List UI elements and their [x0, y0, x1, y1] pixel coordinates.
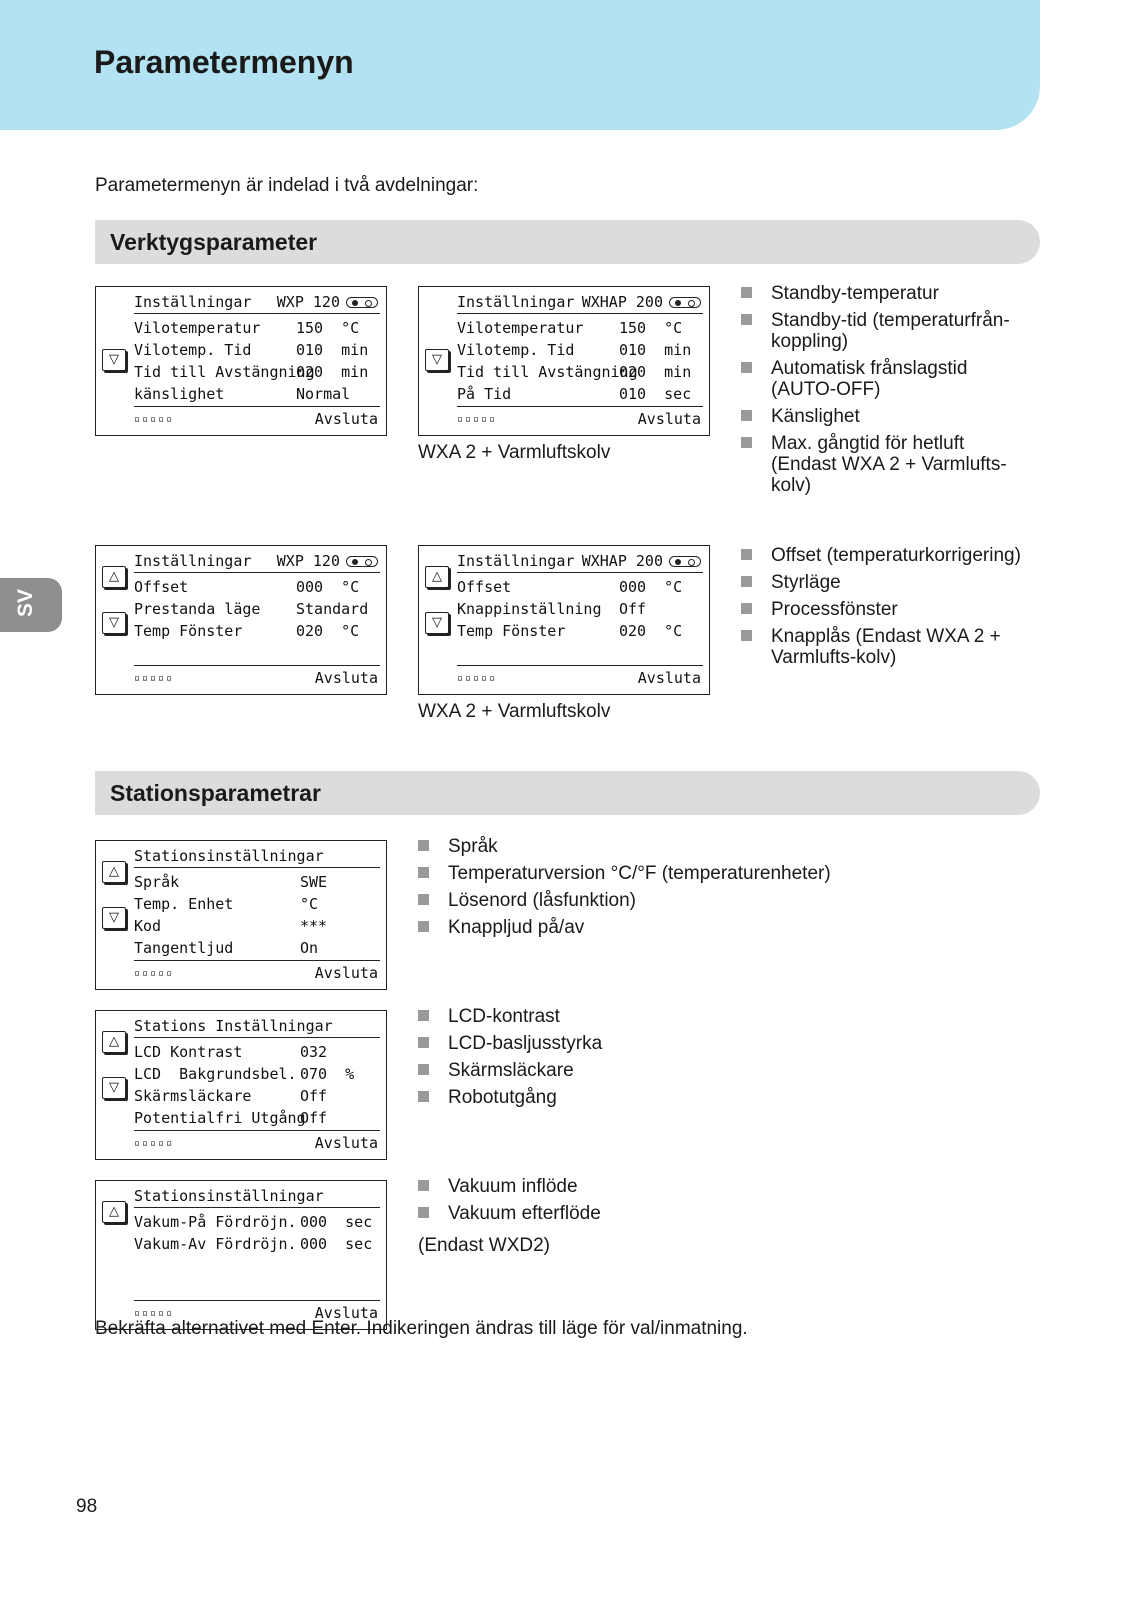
- list-item: Automatisk frånslagstid (AUTO-OFF): [741, 358, 1031, 400]
- list-item: Knappljud på/av: [418, 917, 1018, 938]
- lcd-row[interactable]: Potentialfri Utgång Off: [134, 1109, 328, 1127]
- page-indicator: ▫▫▫▫▫: [457, 414, 498, 425]
- lcd-row[interactable]: Vilotemperatur 150 °C: [457, 319, 683, 337]
- lcd-model: WXP 120: [276, 293, 340, 311]
- list-item: Robotutgång: [418, 1087, 1018, 1108]
- list-item: Vakuum inflöde: [418, 1176, 1018, 1197]
- list-item: Lösenord (låsfunktion): [418, 890, 1018, 911]
- list-item: LCD-kontrast: [418, 1006, 1018, 1027]
- exit-button[interactable]: Avsluta: [314, 964, 378, 982]
- lcd-footer: [134, 406, 380, 431]
- lcd-row[interactable]: Prestanda läge Standard: [134, 600, 369, 618]
- lcd-header: [134, 1187, 380, 1208]
- lcd-tool-settings-wxp120: [95, 286, 387, 436]
- bullet-list-station-3: [418, 1176, 1018, 1230]
- lcd-row[interactable]: Offset 000 °C: [134, 578, 360, 596]
- lcd-header: [457, 552, 703, 573]
- list-item: Språk: [418, 836, 1018, 857]
- section-station-params: [95, 771, 1040, 815]
- language-tab-label: SV: [14, 588, 37, 617]
- page-up-icon[interactable]: △: [102, 566, 126, 588]
- lcd-header: [134, 1017, 380, 1038]
- lcd-row[interactable]: känslighet Normal: [134, 385, 351, 403]
- lcd-row[interactable]: På Tid 010 sec: [457, 385, 692, 403]
- list-item: Temperaturversion °C/°F (temperaturenheter): [418, 863, 1018, 884]
- tool-toggle-icon: [669, 556, 701, 567]
- lcd-footer: [134, 1130, 380, 1155]
- exit-button[interactable]: Avsluta: [314, 1134, 378, 1152]
- page-up-icon[interactable]: △: [102, 861, 126, 883]
- lcd-row[interactable]: LCD Bakgrundsbel. 070 %: [134, 1065, 355, 1083]
- intro-text: Parametermenyn är indelad i två avdelningar:: [95, 175, 479, 196]
- page-down-icon[interactable]: ▽: [102, 612, 126, 634]
- lcd-header: [457, 293, 703, 314]
- tool-toggle-icon: [346, 556, 378, 567]
- page-down-icon[interactable]: ▽: [425, 612, 449, 634]
- lcd-station-settings-1: [95, 840, 387, 990]
- page-indicator: ▫▫▫▫▫: [134, 673, 175, 684]
- exit-button[interactable]: Avsluta: [314, 669, 378, 687]
- page-down-icon[interactable]: ▽: [102, 1077, 126, 1099]
- lcd-row[interactable]: Tid till Avstängning 020 min: [457, 363, 692, 381]
- lcd-model: WXP 120: [276, 552, 340, 570]
- lcd-row[interactable]: Vilotemp. Tid 010 min: [134, 341, 369, 359]
- lcd-row-selected[interactable]: Vakum-På Fördröjn. 000 sec: [134, 1213, 373, 1231]
- section-title: Verktygsparameter: [110, 229, 318, 255]
- page-up-icon[interactable]: △: [102, 1031, 126, 1053]
- page-up-icon[interactable]: △: [425, 566, 449, 588]
- lcd-title: Inställningar: [134, 552, 252, 570]
- lcd-title: Stations Inställningar: [134, 1017, 333, 1035]
- lcd-row[interactable]: Temp Fönster 020 °C: [134, 622, 360, 640]
- lcd-tool-settings-wxhap200: [418, 286, 710, 436]
- list-item: Standby-tid (temperaturfrån-koppling): [741, 310, 1031, 352]
- list-item: Processfönster: [741, 599, 1031, 620]
- list-item: Känslighet: [741, 406, 1031, 427]
- lcd-footer: [457, 406, 703, 431]
- lcd-footer: [134, 960, 380, 985]
- lcd-row[interactable]: Språk SWE: [134, 873, 328, 891]
- exit-button[interactable]: Avsluta: [637, 669, 701, 687]
- exit-button[interactable]: Avsluta: [637, 410, 701, 428]
- section-title: Stationsparametrar: [110, 780, 321, 806]
- page-down-icon[interactable]: ▽: [425, 349, 449, 371]
- lcd-tool-settings-wxp120-page2: [95, 545, 387, 695]
- lcd-row[interactable]: Knappinställning Off: [457, 600, 647, 618]
- list-item: Standby-temperatur: [741, 283, 1031, 304]
- page-indicator: ▫▫▫▫▫: [134, 968, 175, 979]
- lcd-model: WXHAP 200: [581, 552, 663, 570]
- lcd-row[interactable]: LCD Kontrast 032: [134, 1043, 328, 1061]
- page-up-icon[interactable]: △: [102, 1201, 126, 1223]
- lcd-footer: [134, 665, 380, 690]
- caption-wxa2: WXA 2 + Varmluftskolv: [418, 442, 611, 463]
- lcd-tool-settings-wxhap200-page2: [418, 545, 710, 695]
- header-banner: [0, 0, 1040, 130]
- caption-wxa2: WXA 2 + Varmluftskolv: [418, 701, 611, 722]
- lcd-station-settings-3: [95, 1180, 387, 1330]
- lcd-row[interactable]: Vilotemp. Tid 010 min: [457, 341, 692, 359]
- page-indicator: ▫▫▫▫▫: [134, 1308, 175, 1319]
- section-tool-params: [95, 220, 1040, 264]
- lcd-row[interactable]: Tangentljud On: [134, 939, 319, 957]
- list-item: LCD-basljusstyrka: [418, 1033, 1018, 1054]
- lcd-row[interactable]: Vakum-Av Fördröjn. 000 sec: [134, 1235, 373, 1253]
- page-indicator: ▫▫▫▫▫: [134, 1138, 175, 1149]
- bullet-list-tool-1: [741, 283, 1031, 502]
- lcd-row[interactable]: Kod ***: [134, 917, 328, 935]
- tool-toggle-icon: [346, 297, 378, 308]
- list-item: Styrläge: [741, 572, 1031, 593]
- lcd-row[interactable]: Offset 000 °C: [457, 578, 683, 596]
- lcd-title: Inställningar: [457, 293, 575, 311]
- list-item: Vakuum efterflöde: [418, 1203, 1018, 1224]
- bullet-list-station-1: [418, 836, 1018, 944]
- language-tab: [0, 578, 62, 632]
- lcd-header: [134, 847, 380, 868]
- list-item: Max. gångtid för hetluft (Endast WXA 2 + Varmlufts-kolv): [741, 433, 1031, 496]
- list-item: Skärmsläckare: [418, 1060, 1018, 1081]
- bullet-list-tool-2: [741, 545, 1031, 674]
- lcd-row[interactable]: Skärmsläckare Off: [134, 1087, 328, 1105]
- lcd-row[interactable]: Vilotemperatur 150 °C: [134, 319, 360, 337]
- lcd-station-settings-2: [95, 1010, 387, 1160]
- lcd-header: [134, 552, 380, 573]
- page-number: 98: [76, 1496, 98, 1517]
- list-item: Offset (temperaturkorrigering): [741, 545, 1031, 566]
- lcd-header: [134, 293, 380, 314]
- lcd-model: WXHAP 200: [581, 293, 663, 311]
- lcd-row[interactable]: Temp. Enhet °C: [134, 895, 319, 913]
- lcd-row[interactable]: Temp Fönster 020 °C: [457, 622, 683, 640]
- tool-toggle-icon: [669, 297, 701, 308]
- page-down-icon[interactable]: ▽: [102, 907, 126, 929]
- note-wxd2: (Endast WXD2): [418, 1235, 550, 1256]
- lcd-title: Inställningar: [457, 552, 575, 570]
- page-title: Parametermenyn: [94, 44, 354, 80]
- lcd-footer: [457, 665, 703, 690]
- lcd-title: Stationsinställningar: [134, 847, 324, 865]
- exit-button[interactable]: Avsluta: [314, 410, 378, 428]
- bullet-list-station-2: [418, 1006, 1018, 1114]
- footer-instruction: Bekräfta alternativet med Enter. Indikeringen ändras till läge för val/inmatning.: [95, 1318, 748, 1339]
- lcd-row[interactable]: Tid till Avstängning 020 min: [134, 363, 369, 381]
- page-indicator: ▫▫▫▫▫: [134, 414, 175, 425]
- page-indicator: ▫▫▫▫▫: [457, 673, 498, 684]
- exit-button[interactable]: Avsluta: [314, 1304, 378, 1322]
- page-down-icon[interactable]: ▽: [102, 349, 126, 371]
- list-item: Knapplås (Endast WXA 2 + Varmlufts-kolv): [741, 626, 1031, 668]
- lcd-title: Stationsinställningar: [134, 1187, 324, 1205]
- lcd-title: Inställningar: [134, 293, 252, 311]
